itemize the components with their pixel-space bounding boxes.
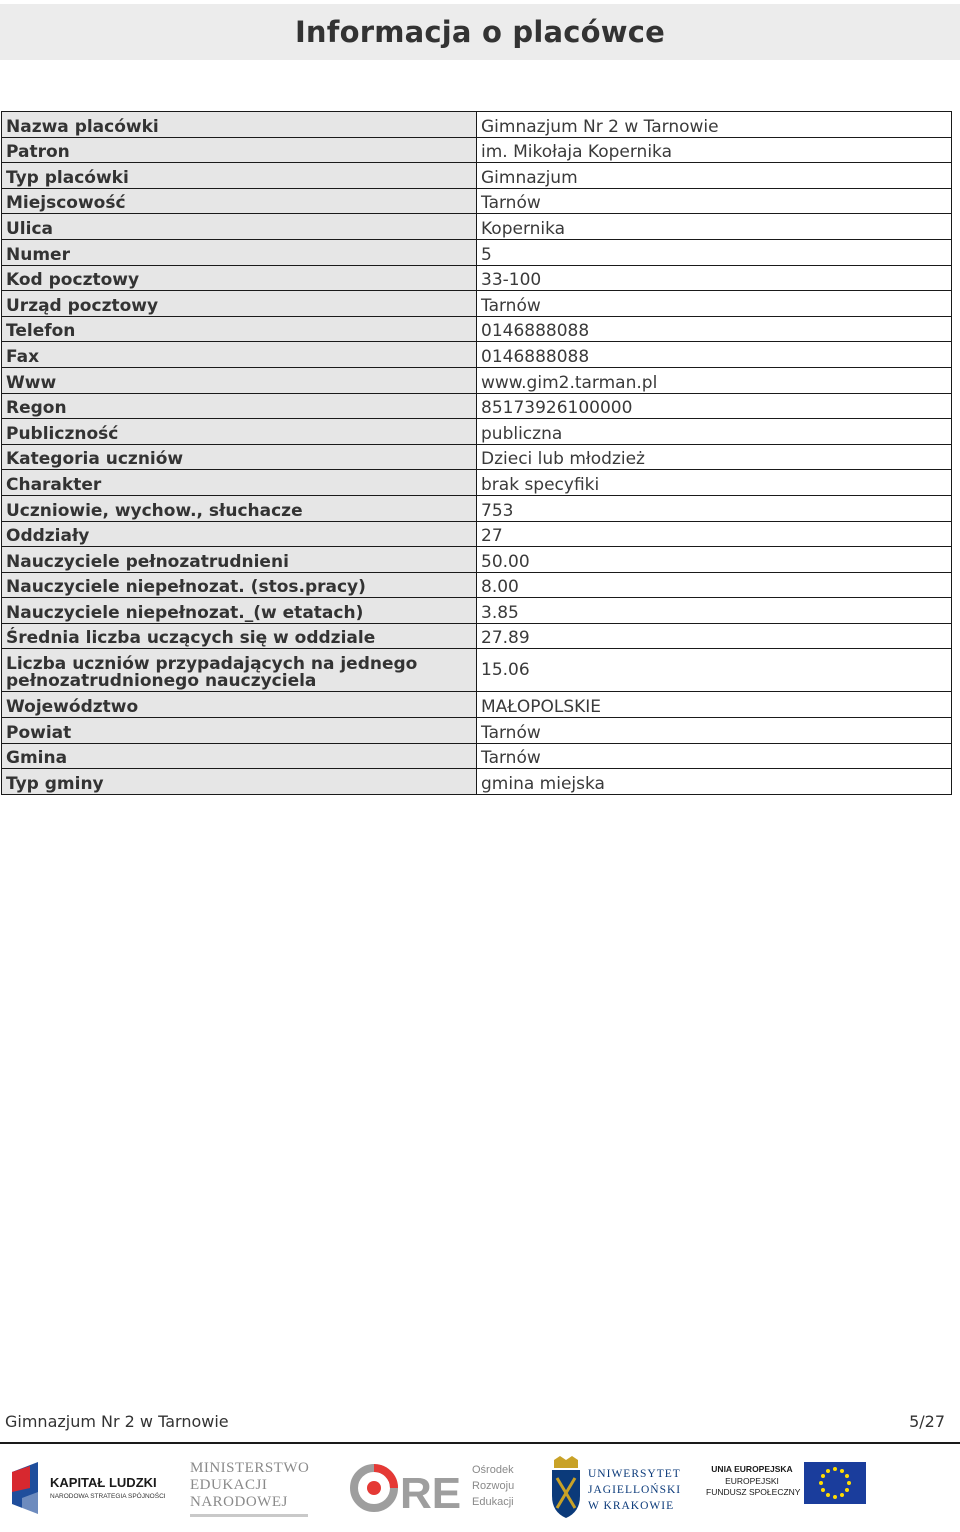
ore-mark-icon bbox=[350, 1460, 460, 1516]
row-value: 0146888088 bbox=[477, 316, 952, 342]
row-value: 27.89 bbox=[477, 623, 952, 649]
uj-line1: UNIWERSYTET bbox=[588, 1468, 681, 1480]
row-value: 8.00 bbox=[477, 572, 952, 598]
table-row bbox=[2, 623, 952, 649]
row-value: 753 bbox=[477, 495, 952, 521]
kapital-ludzki-subtitle: NARODOWA STRATEGIA SPÓJNOŚCI bbox=[50, 1493, 166, 1500]
table-row bbox=[2, 444, 952, 470]
row-value: 33-100 bbox=[477, 265, 952, 291]
uj-crest-icon bbox=[548, 1456, 584, 1518]
row-label: Kod pocztowy bbox=[2, 265, 477, 291]
table-row bbox=[2, 718, 952, 744]
ue-logo bbox=[706, 1462, 871, 1512]
row-value: 0146888088 bbox=[477, 342, 952, 368]
table-row bbox=[2, 265, 952, 291]
row-value: MAŁOPOLSKIE bbox=[477, 692, 952, 718]
men-underline bbox=[190, 1514, 308, 1517]
row-label: Nauczyciele pełnozatrudnieni bbox=[2, 547, 477, 573]
table-row bbox=[2, 419, 952, 445]
table-row bbox=[2, 692, 952, 718]
table-row bbox=[2, 137, 952, 163]
row-label: Numer bbox=[2, 239, 477, 265]
row-value: Gimnazjum bbox=[477, 163, 952, 189]
row-label: Typ placówki bbox=[2, 163, 477, 189]
table-row bbox=[2, 342, 952, 368]
row-value: 85173926100000 bbox=[477, 393, 952, 419]
row-label: Telefon bbox=[2, 316, 477, 342]
row-label: Ulica bbox=[2, 214, 477, 240]
footer-page-indicator: 5/27 bbox=[909, 1412, 945, 1431]
table-row bbox=[2, 547, 952, 573]
table-row bbox=[2, 291, 952, 317]
table-row bbox=[2, 188, 952, 214]
kapital-ludzki-logo bbox=[8, 1458, 173, 1518]
kapital-ludzki-title: KAPITAŁ LUDZKI bbox=[50, 1475, 157, 1490]
table-row bbox=[2, 470, 952, 496]
ore-line1: Ośrodek bbox=[472, 1464, 514, 1476]
ore-line3: Edukacji bbox=[472, 1496, 514, 1508]
table-row bbox=[2, 743, 952, 769]
row-value: Kopernika bbox=[477, 214, 952, 240]
row-label: Nauczyciele niepełnozat._(w etatach) bbox=[2, 598, 477, 624]
table-row bbox=[2, 495, 952, 521]
row-value: Tarnów bbox=[477, 743, 952, 769]
ore-logo bbox=[350, 1460, 525, 1520]
row-label: Publiczność bbox=[2, 419, 477, 445]
row-label: Średnia liczba uczących się w oddziale bbox=[2, 623, 477, 649]
ue-line1: UNIA EUROPEJSKA bbox=[711, 1464, 793, 1474]
table-row bbox=[2, 649, 952, 692]
table-row bbox=[2, 393, 952, 419]
uj-logo bbox=[548, 1456, 688, 1520]
row-label: Gmina bbox=[2, 743, 477, 769]
row-value: gmina miejska bbox=[477, 769, 952, 795]
page-header bbox=[0, 4, 960, 60]
row-value: im. Mikołaja Kopernika bbox=[477, 137, 952, 163]
row-label: Regon bbox=[2, 393, 477, 419]
row-value: 15.06 bbox=[477, 649, 952, 692]
table-row bbox=[2, 316, 952, 342]
men-line2: EDUKACJI bbox=[190, 1477, 268, 1493]
row-value-www: www.gim2.tarman.pl bbox=[477, 367, 952, 393]
row-value: 50.00 bbox=[477, 547, 952, 573]
table-row bbox=[2, 163, 952, 189]
table-row bbox=[2, 367, 952, 393]
row-label: Kategoria uczniów bbox=[2, 444, 477, 470]
table-row bbox=[2, 521, 952, 547]
row-value: 27 bbox=[477, 521, 952, 547]
row-label: Województwo bbox=[2, 692, 477, 718]
row-label: Uczniowie, wychow., słuchacze bbox=[2, 495, 477, 521]
ue-line3: FUNDUSZ SPOŁECZNY bbox=[706, 1487, 801, 1497]
sponsor-logos bbox=[0, 1452, 960, 1524]
table-row bbox=[2, 769, 952, 795]
svg-text:RE: RE bbox=[400, 1469, 460, 1516]
row-label: Nazwa placówki bbox=[2, 112, 477, 138]
men-line3: NARODOWEJ bbox=[190, 1494, 288, 1510]
row-label: Patron bbox=[2, 137, 477, 163]
row-label: Liczba uczniów przypadających na jednego pełnozatrudnionego nauczyciela bbox=[2, 649, 477, 692]
info-table bbox=[1, 111, 952, 795]
row-value: 3.85 bbox=[477, 598, 952, 624]
row-value: brak specyfiki bbox=[477, 470, 952, 496]
table-row bbox=[2, 598, 952, 624]
row-value: Gimnazjum Nr 2 w Tarnowie bbox=[477, 112, 952, 138]
uj-line2: JAGIELLOŃSKI bbox=[588, 1484, 682, 1496]
row-value: publiczna bbox=[477, 419, 952, 445]
eu-flag-icon bbox=[804, 1462, 866, 1504]
footer-school-name: Gimnazjum Nr 2 w Tarnowie bbox=[5, 1412, 229, 1431]
row-value: Tarnów bbox=[477, 291, 952, 317]
row-label: Nauczyciele niepełnozat. (stos.pracy) bbox=[2, 572, 477, 598]
men-logo bbox=[190, 1460, 315, 1520]
table-row bbox=[2, 214, 952, 240]
table-row bbox=[2, 112, 952, 138]
row-label: Fax bbox=[2, 342, 477, 368]
row-label: Urząd pocztowy bbox=[2, 291, 477, 317]
men-line1: MINISTERSTWO bbox=[190, 1460, 310, 1476]
row-value: Dzieci lub młodzież bbox=[477, 444, 952, 470]
row-value: Tarnów bbox=[477, 188, 952, 214]
ore-line2: Rozwoju bbox=[472, 1480, 515, 1492]
row-label: Miejscowość bbox=[2, 188, 477, 214]
footer-divider bbox=[0, 1442, 960, 1444]
row-label: Oddziały bbox=[2, 521, 477, 547]
page-title: Informacja o placówce bbox=[294, 15, 666, 49]
table-row bbox=[2, 239, 952, 265]
row-label: Powiat bbox=[2, 718, 477, 744]
row-value: 5 bbox=[477, 239, 952, 265]
row-label: Typ gminy bbox=[2, 769, 477, 795]
ue-line2: EUROPEJSKI bbox=[725, 1476, 779, 1486]
row-value: Tarnów bbox=[477, 718, 952, 744]
row-label: Charakter bbox=[2, 470, 477, 496]
row-label: Www bbox=[2, 367, 477, 393]
uj-line3: W KRAKOWIE bbox=[588, 1500, 675, 1512]
table-row bbox=[2, 572, 952, 598]
